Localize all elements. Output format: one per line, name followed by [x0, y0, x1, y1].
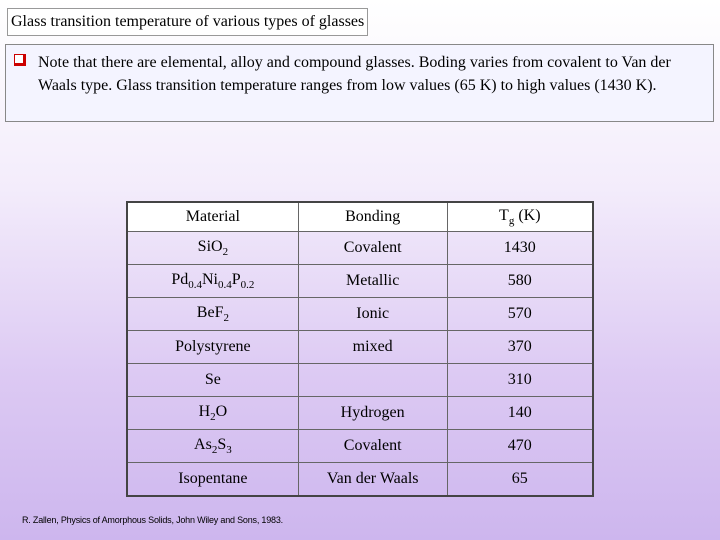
bonding-cell: Van der Waals — [298, 463, 447, 497]
tg-cell: 470 — [447, 430, 593, 463]
bonding-cell: Ionic — [298, 298, 447, 331]
header-bonding: Bonding — [298, 202, 447, 232]
bonding-cell: Covalent — [298, 430, 447, 463]
table-row — [127, 463, 593, 497]
material-cell: SiO$_2$ — [127, 232, 298, 265]
tg-cell: 570 — [447, 298, 593, 331]
tg-cell: 140 — [447, 397, 593, 430]
slide-title: Glass transition temperature of various types of glasses — [7, 8, 368, 36]
citation: R. Zallen, Physics of Amorphous Solids, John Wiley and Sons, 1983. — [22, 515, 283, 525]
tg-cell: 370 — [447, 331, 593, 364]
header-tg: $T_g$ (K) — [447, 202, 593, 232]
tg-cell: 65 — [447, 463, 593, 497]
material-cell: $As_2S_3$ — [127, 430, 298, 463]
material-cell: Se — [127, 364, 298, 397]
tg-cell: 1430 — [447, 232, 593, 265]
header-material: Material — [127, 202, 298, 232]
table-row — [127, 298, 593, 331]
bonding-cell: Metallic — [298, 265, 447, 298]
bonding-cell: Covalent — [298, 232, 447, 265]
material-cell: $Pd_{0.4}Ni_{0.4}P_{0.2}$ — [127, 265, 298, 298]
tg-cell: 580 — [447, 265, 593, 298]
material-cell: Polystyrene — [127, 331, 298, 364]
tg-cell: 310 — [447, 364, 593, 397]
material-cell: $H_2O$ — [127, 397, 298, 430]
table-row — [127, 331, 593, 364]
table-row — [127, 232, 593, 265]
table-row — [127, 430, 593, 463]
table-row — [127, 364, 593, 397]
material-cell: BeF$_2$ — [127, 298, 298, 331]
bonding-cell: mixed — [298, 331, 447, 364]
table-row — [127, 265, 593, 298]
glass-table — [126, 201, 594, 497]
table-header-row — [127, 202, 593, 232]
material-cell: Isopentane — [127, 463, 298, 497]
bonding-cell: Hydrogen — [298, 397, 447, 430]
note-text: Note that there are elemental, alloy and compound glasses. Boding varies from covalent to Van der Waals type. Glass transition temperature ranges from low values (65 K) to high values (1430 K). — [38, 54, 671, 94]
note-box — [5, 44, 714, 122]
checkbox-bullet-icon — [14, 54, 26, 66]
bonding-cell — [298, 364, 447, 397]
table-row — [127, 397, 593, 430]
